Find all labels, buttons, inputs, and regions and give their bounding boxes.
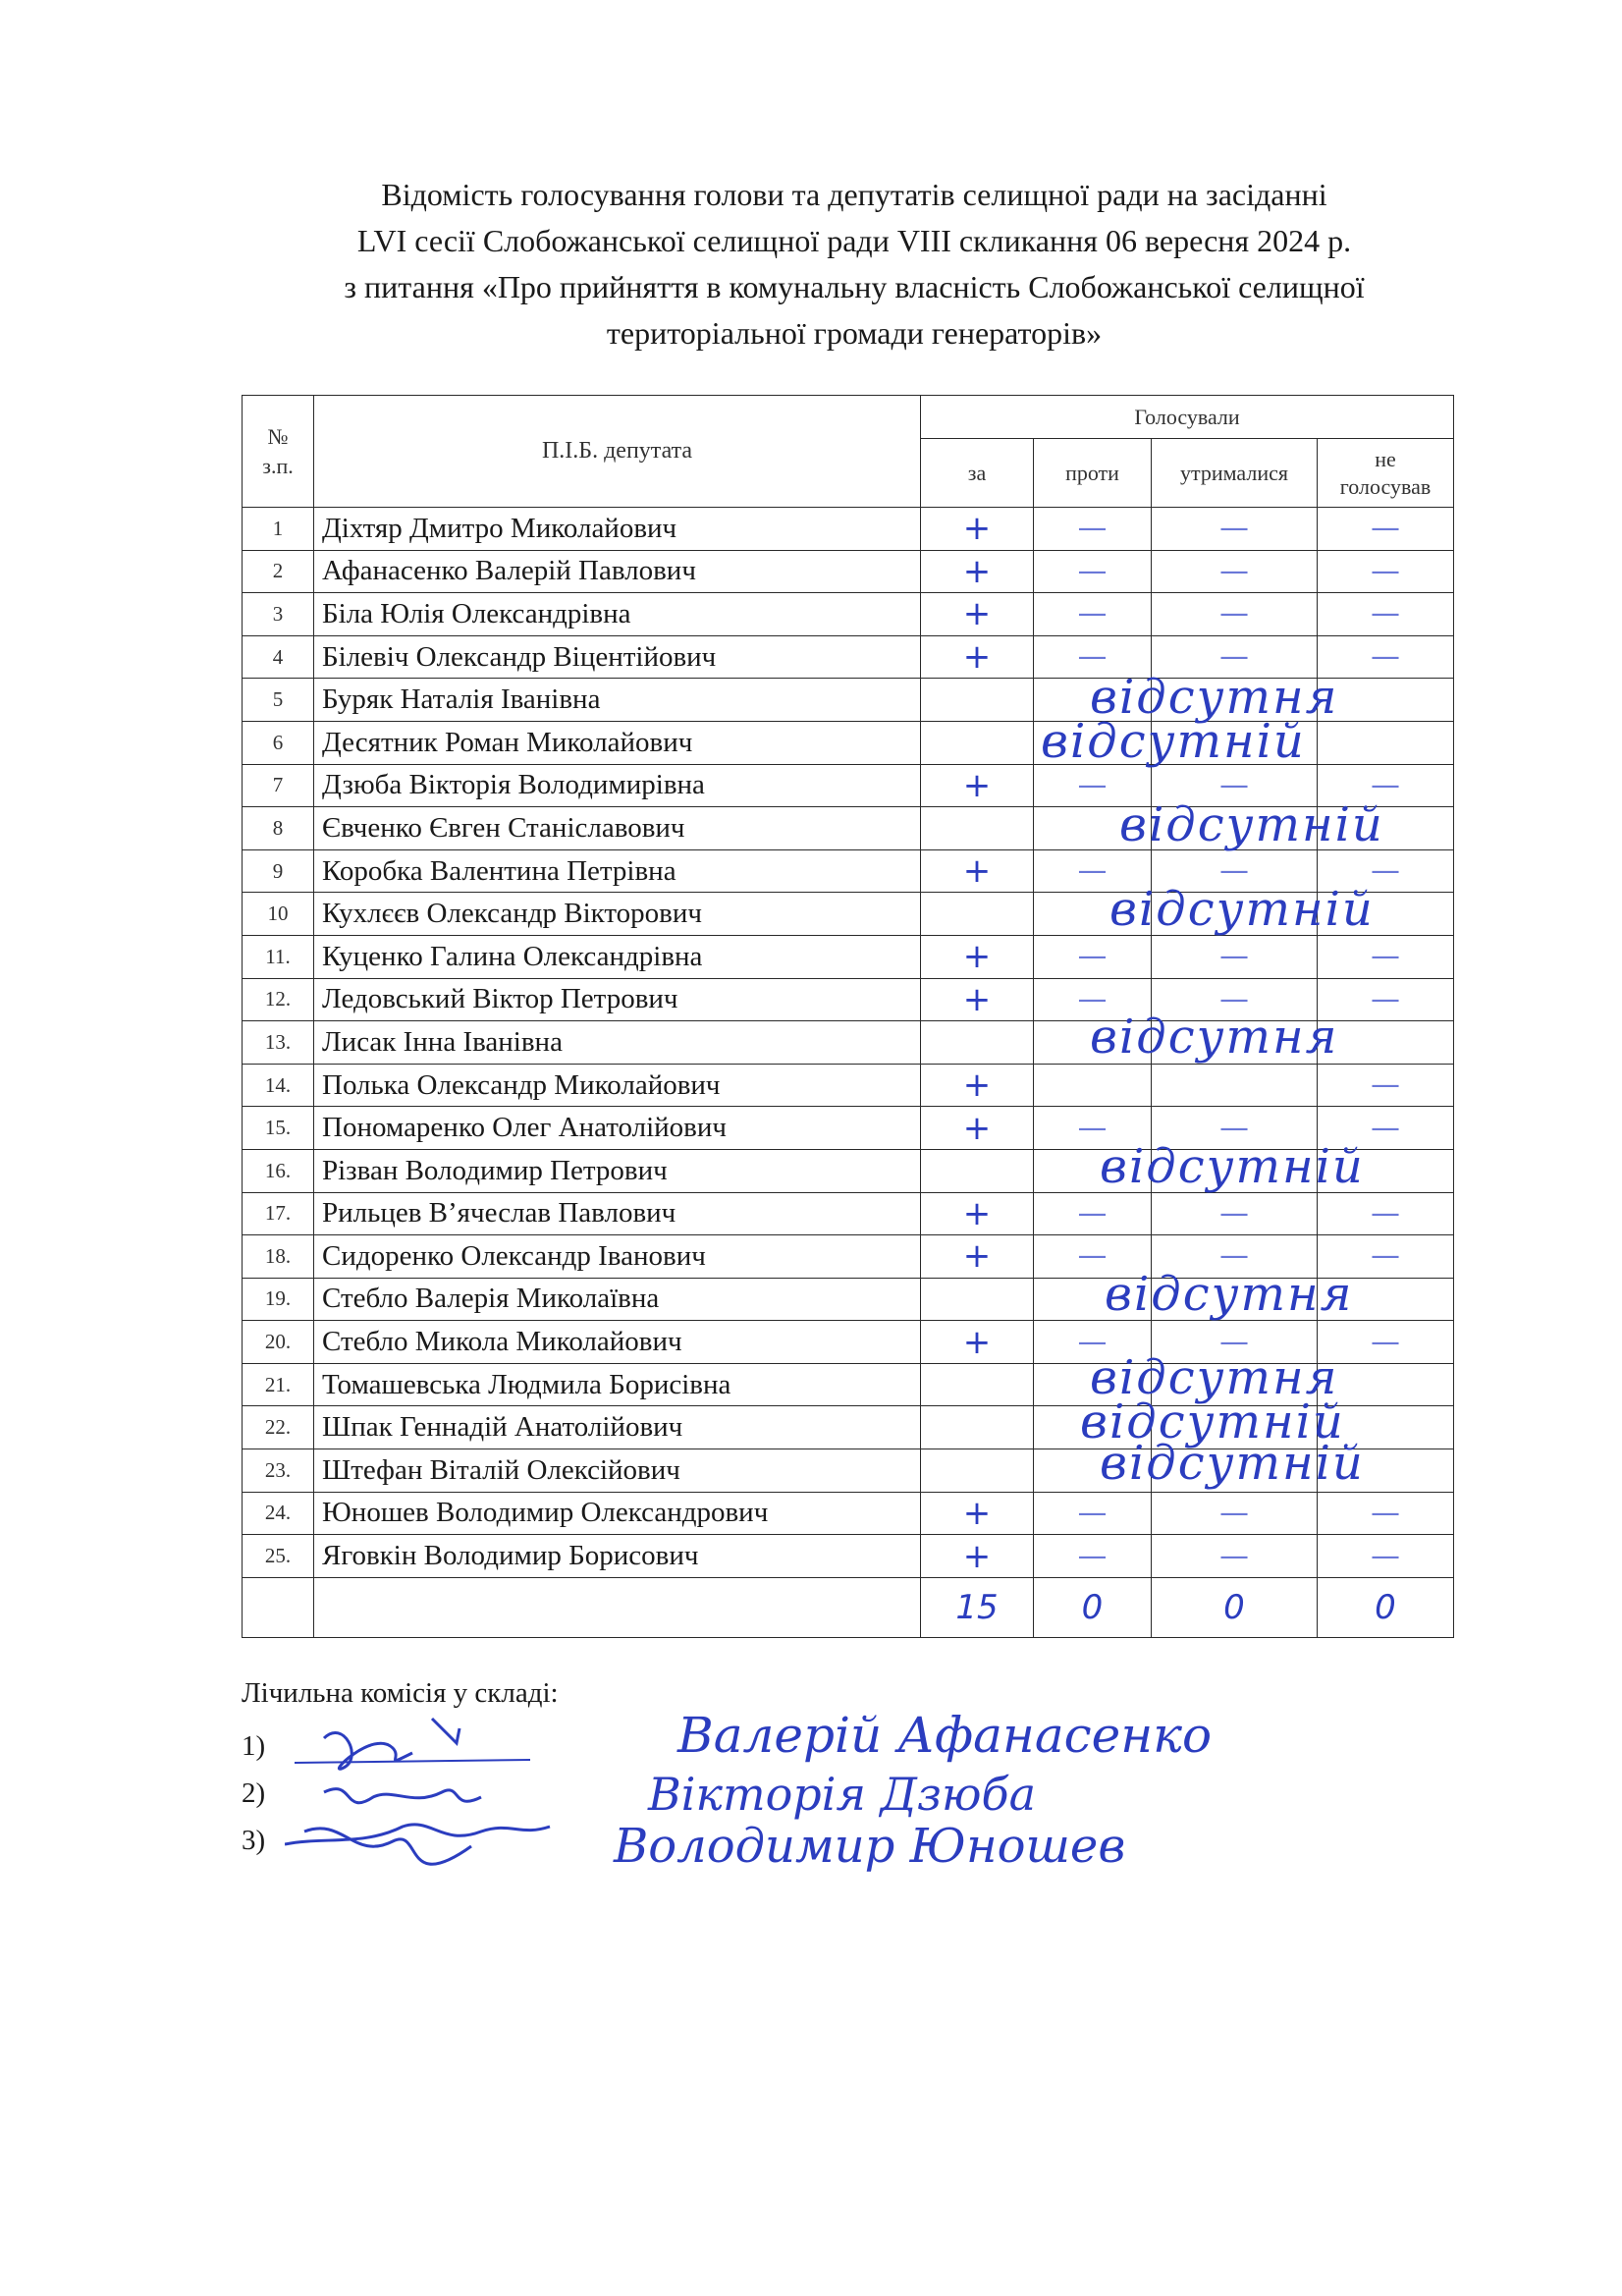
table-row: [243, 508, 1454, 551]
commission-number-3: 3): [242, 1825, 266, 1856]
vote-against-mark: —: [1034, 849, 1152, 893]
header-for: за: [921, 439, 1034, 508]
row-number: 1: [243, 508, 314, 551]
row-number: 20.: [243, 1321, 314, 1364]
table-row: [243, 593, 1454, 636]
title-line-3: з питання «Про прийняття в комунальну власність Слобожанської селищної: [344, 269, 1365, 304]
commission-number-1: 1): [242, 1730, 266, 1762]
vote-notvoted-mark: —: [1318, 1492, 1454, 1535]
vote-for-mark: [921, 1406, 1034, 1449]
row-number: 12.: [243, 978, 314, 1021]
vote-against-mark: —: [1034, 1107, 1152, 1150]
signer-2-name: Вікторія Дзюба: [648, 1768, 1037, 1821]
deputy-name: Лисак Інна Іванівна: [314, 1021, 921, 1065]
vote-for-mark: +: [921, 978, 1034, 1021]
vote-against-mark: —: [1034, 935, 1152, 978]
deputy-name: Штефан Віталій Олексійович: [314, 1449, 921, 1493]
deputy-name: Діхтяр Дмитро Миколайович: [314, 508, 921, 551]
vote-abstain-mark: —: [1152, 1492, 1318, 1535]
header-voted: Голосували: [921, 396, 1454, 439]
vote-for-mark: +: [921, 764, 1034, 807]
deputy-name: Шпак Геннадій Анатолійович: [314, 1406, 921, 1449]
deputy-name: Кухлєєв Олександр Вікторович: [314, 893, 921, 936]
vote-abstain-mark: —: [1152, 849, 1318, 893]
vote-notvoted-mark: —: [1318, 593, 1454, 636]
vote-abstain-mark: —: [1152, 1107, 1318, 1150]
absent-note: відсутній: [1119, 797, 1384, 852]
absent-note: відсутній: [1041, 714, 1306, 769]
vote-for-mark: +: [921, 593, 1034, 636]
vote-notvoted-mark: —: [1318, 635, 1454, 679]
vote-notvoted-mark: —: [1318, 1064, 1454, 1107]
vote-for-mark: +: [921, 550, 1034, 593]
deputy-name: Стебло Микола Миколайович: [314, 1321, 921, 1364]
vote-for-mark: [921, 893, 1034, 936]
row-number: 21.: [243, 1363, 314, 1406]
deputy-name: Рильцев В’ячеслав Павлович: [314, 1192, 921, 1235]
vote-for-mark: +: [921, 1192, 1034, 1235]
totals-row: [243, 1577, 1454, 1637]
vote-against-mark: —: [1034, 550, 1152, 593]
vote-for-mark: +: [921, 1492, 1034, 1535]
deputy-name: Томашевська Людмила Борисівна: [314, 1363, 921, 1406]
deputy-name: Сидоренко Олександр Іванович: [314, 1235, 921, 1279]
deputy-name: Юношев Володимир Олександрович: [314, 1492, 921, 1535]
row-number: 5: [243, 679, 314, 722]
table-row: [243, 935, 1454, 978]
vote-notvoted-mark: —: [1318, 550, 1454, 593]
vote-against-mark: —: [1034, 508, 1152, 551]
header-abstain: утрималися: [1152, 439, 1318, 508]
row-number: 15.: [243, 1107, 314, 1150]
vote-for-mark: +: [921, 1321, 1034, 1364]
vote-notvoted-mark: [1318, 721, 1454, 764]
vote-for-mark: [921, 1149, 1034, 1192]
absent-note: відсутній: [1100, 1139, 1365, 1194]
vote-abstain-mark: —: [1152, 508, 1318, 551]
table-row: [243, 1535, 1454, 1578]
vote-notvoted-mark: —: [1318, 1321, 1454, 1364]
vote-for-mark: [921, 1278, 1034, 1321]
vote-abstain-mark: —: [1152, 1321, 1318, 1364]
row-number: 2: [243, 550, 314, 593]
row-number: 4: [243, 635, 314, 679]
row-number: 25.: [243, 1535, 314, 1578]
vote-against-mark: —: [1034, 635, 1152, 679]
absent-note: відсутня: [1090, 1350, 1339, 1405]
vote-for-mark: [921, 1449, 1034, 1493]
vote-notvoted-mark: —: [1318, 764, 1454, 807]
vote-abstain-mark: —: [1152, 1192, 1318, 1235]
table-row: [243, 1064, 1454, 1107]
row-number: 10: [243, 893, 314, 936]
signer-3-name: Володимир Юношев: [614, 1819, 1126, 1874]
vote-notvoted-mark: —: [1318, 1192, 1454, 1235]
row-number: 19.: [243, 1278, 314, 1321]
vote-against-mark: —: [1034, 764, 1152, 807]
row-number: 17.: [243, 1192, 314, 1235]
deputy-name: Ледовський Віктор Петрович: [314, 978, 921, 1021]
vote-notvoted-mark: —: [1318, 1535, 1454, 1578]
vote-for-mark: [921, 721, 1034, 764]
vote-against-mark: —: [1034, 1321, 1152, 1364]
vote-abstain-mark: [1152, 1064, 1318, 1107]
deputy-name: Стебло Валерія Миколаївна: [314, 1278, 921, 1321]
vote-for-mark: +: [921, 508, 1034, 551]
vote-for-mark: [921, 1363, 1034, 1406]
row-number: 13.: [243, 1021, 314, 1065]
row-number: 9: [243, 849, 314, 893]
total-not-voted: 0: [1318, 1577, 1454, 1637]
commission-number-2: 2): [242, 1777, 266, 1809]
vote-against-mark: —: [1034, 1192, 1152, 1235]
title-line-2: LVI сесії Слобожанської селищної ради VIII скликання 06 вересня 2024 р.: [356, 223, 1352, 258]
total-for: 15: [921, 1577, 1034, 1637]
vote-abstain-mark: —: [1152, 550, 1318, 593]
vote-abstain-mark: —: [1152, 1535, 1318, 1578]
absent-note: відсутня: [1105, 1267, 1354, 1322]
absent-note: відсутній: [1100, 1436, 1365, 1491]
deputy-name: Різван Володимир Петрович: [314, 1149, 921, 1192]
absent-note: відсутній: [1109, 882, 1375, 937]
row-number: 18.: [243, 1235, 314, 1279]
deputy-name: Євченко Євген Станіславович: [314, 807, 921, 850]
vote-against-mark: [1034, 1064, 1152, 1107]
row-number: 8: [243, 807, 314, 850]
vote-notvoted-mark: —: [1318, 935, 1454, 978]
deputy-name: Афанасенко Валерій Павлович: [314, 550, 921, 593]
vote-for-mark: +: [921, 935, 1034, 978]
vote-for-mark: [921, 807, 1034, 850]
vote-for-mark: +: [921, 1535, 1034, 1578]
vote-for-mark: +: [921, 1064, 1034, 1107]
table-row: [243, 1192, 1454, 1235]
row-number: 16.: [243, 1149, 314, 1192]
vote-against-mark: —: [1034, 1235, 1152, 1279]
signature-strokes: [285, 1699, 609, 1895]
deputy-name: Буряк Наталія Іванівна: [314, 679, 921, 722]
vote-notvoted-mark: —: [1318, 508, 1454, 551]
vote-against-mark: —: [1034, 978, 1152, 1021]
total-abstain: 0: [1152, 1577, 1318, 1637]
vote-for-mark: +: [921, 1107, 1034, 1150]
title-line-1: Відомість голосування голови та депутатів селищної ради на засіданні: [381, 177, 1327, 212]
deputy-name: Коробка Валентина Петрівна: [314, 849, 921, 893]
deputy-name: Полька Олександр Миколайович: [314, 1064, 921, 1107]
row-number: 3: [243, 593, 314, 636]
vote-for-mark: +: [921, 1235, 1034, 1279]
vote-notvoted-mark: —: [1318, 849, 1454, 893]
vote-for-mark: +: [921, 849, 1034, 893]
vote-abstain-mark: —: [1152, 935, 1318, 978]
absent-note: відсутня: [1090, 670, 1339, 725]
vote-against-mark: —: [1034, 593, 1152, 636]
vote-abstain-mark: —: [1152, 635, 1318, 679]
vote-abstain-mark: —: [1152, 1235, 1318, 1279]
vote-abstain-mark: —: [1152, 764, 1318, 807]
absent-note: відсутній: [1080, 1394, 1345, 1449]
vote-notvoted-mark: —: [1318, 978, 1454, 1021]
signer-1-name: Валерій Афанасенко: [677, 1707, 1213, 1764]
vote-for-mark: [921, 1021, 1034, 1065]
vote-notvoted-mark: —: [1318, 1235, 1454, 1279]
vote-for-mark: +: [921, 635, 1034, 679]
table-row: [243, 550, 1454, 593]
deputy-name: Дзюба Вікторія Володимирівна: [314, 764, 921, 807]
commission-header: Лічильна комісія у складі:: [242, 1677, 559, 1709]
row-number: 6: [243, 721, 314, 764]
vote-for-mark: [921, 679, 1034, 722]
vote-against-mark: —: [1034, 1492, 1152, 1535]
vote-against-mark: —: [1034, 1535, 1152, 1578]
row-number: 7: [243, 764, 314, 807]
header-against: проти: [1034, 439, 1152, 508]
deputy-name: Куценко Галина Олександрівна: [314, 935, 921, 978]
deputy-name: Десятник Роман Миколайович: [314, 721, 921, 764]
header-number: № з.п.: [243, 396, 314, 508]
vote-abstain-mark: —: [1152, 978, 1318, 1021]
row-number: 14.: [243, 1064, 314, 1107]
header-not-voted: не голосував: [1318, 439, 1454, 508]
header-name: П.І.Б. депутата: [314, 396, 921, 508]
deputy-name: Яговкін Володимир Борисович: [314, 1535, 921, 1578]
vote-notvoted-mark: —: [1318, 1107, 1454, 1150]
document-title: [0, 172, 1622, 356]
absent-note: відсутня: [1090, 1010, 1339, 1065]
row-number: 23.: [243, 1449, 314, 1493]
table-row: [243, 1492, 1454, 1535]
total-against: 0: [1034, 1577, 1152, 1637]
row-number: 24.: [243, 1492, 314, 1535]
row-number: 11.: [243, 935, 314, 978]
deputy-name: Білевіч Олександр Віцентійович: [314, 635, 921, 679]
deputy-name: Біла Юлія Олександрівна: [314, 593, 921, 636]
row-number: 22.: [243, 1406, 314, 1449]
deputy-name: Пономаренко Олег Анатолійович: [314, 1107, 921, 1150]
title-line-4: територіальної громади генераторів»: [606, 315, 1103, 351]
vote-abstain-mark: —: [1152, 593, 1318, 636]
